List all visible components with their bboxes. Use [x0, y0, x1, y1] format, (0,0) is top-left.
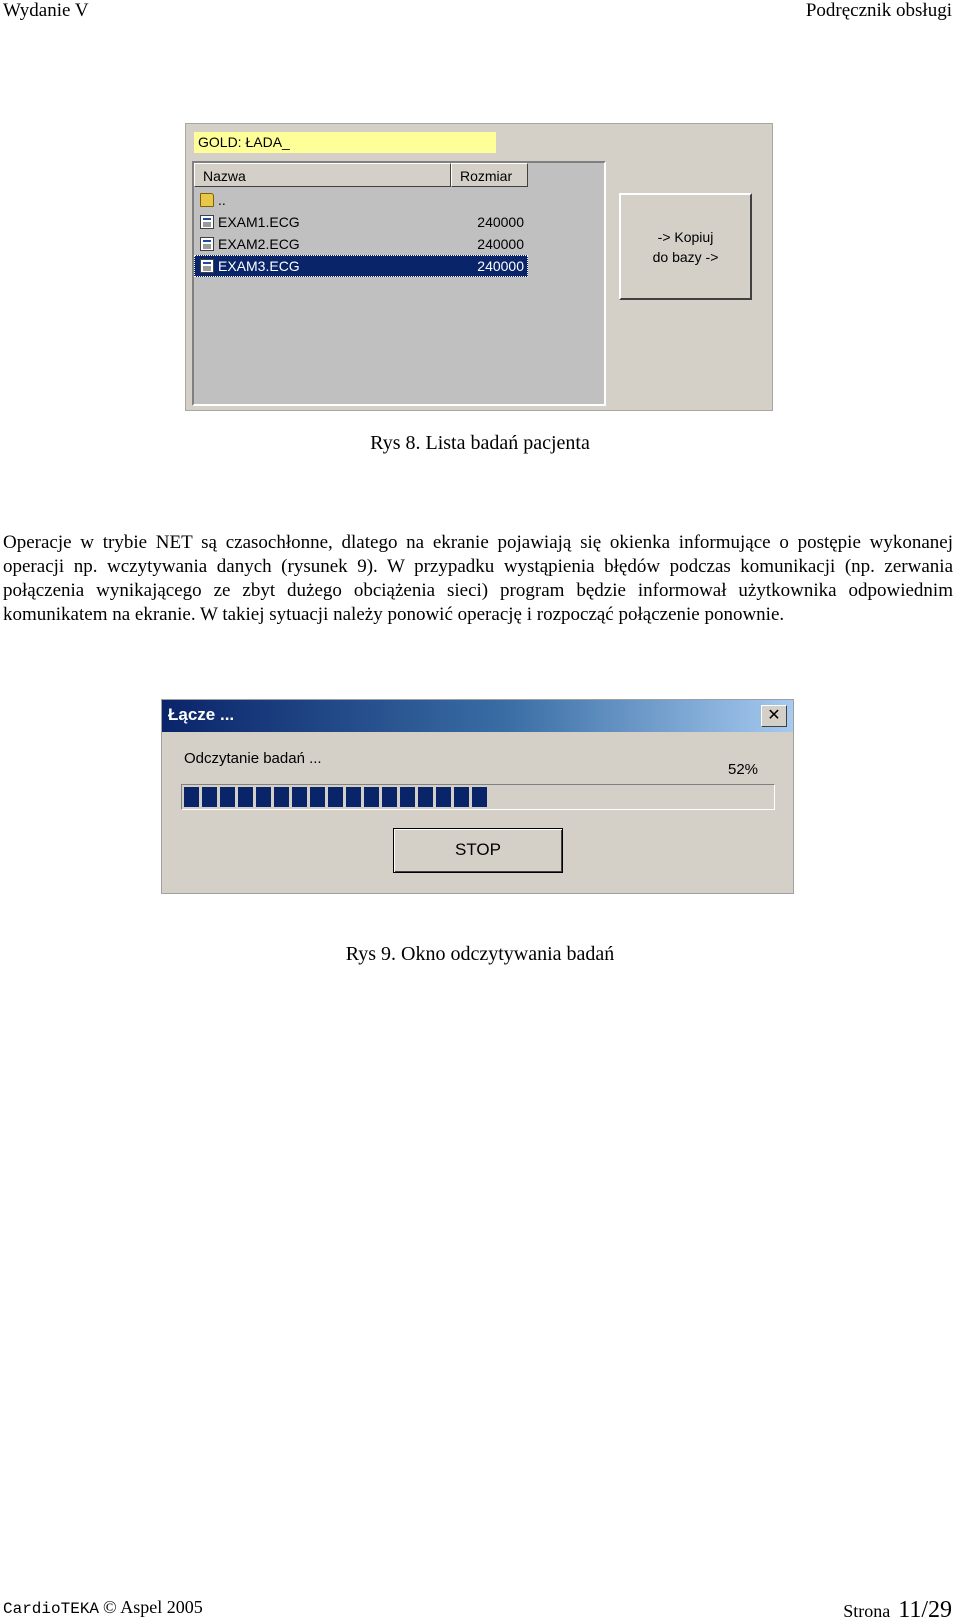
header-edition: Wydanie V	[3, 0, 89, 21]
progress-bar-fill	[184, 787, 490, 807]
connection-progress-dialog	[161, 699, 794, 894]
ecg-file-icon	[200, 237, 214, 251]
footer-product-name: CardioTEKA	[3, 1600, 100, 1618]
header-manual-title: Podręcznik obsługi	[805, 0, 952, 21]
column-header-size[interactable]: Rozmiar	[451, 163, 528, 187]
file-size: 240000	[477, 236, 524, 252]
file-size: 240000	[477, 214, 524, 230]
copy-button-line1: -> Kopiuj	[657, 228, 714, 245]
list-item-exam2[interactable]	[194, 233, 528, 255]
status-text: Odczytanie badań ...	[184, 750, 322, 767]
exam-list-window	[185, 123, 773, 411]
file-name: EXAM1.ECG	[218, 214, 300, 230]
column-header-name[interactable]: Nazwa	[194, 163, 451, 187]
ecg-file-icon	[200, 215, 214, 229]
folder-icon	[200, 193, 214, 207]
stop-button[interactable]: STOP	[393, 828, 563, 873]
footer-page	[843, 1597, 952, 1623]
footer-copyright: © Aspel 2005	[103, 1597, 203, 1617]
file-rows	[194, 187, 604, 277]
file-listbox[interactable]	[192, 161, 606, 406]
copy-button-line2: do bazy ->	[652, 248, 719, 265]
list-item-exam3-selected[interactable]	[194, 255, 528, 277]
file-name: ..	[218, 192, 226, 208]
body-paragraph: Operacje w trybie NET są czasochłonne, dlatego na ekranie pojawiają się okienka informujące o postępie wykonanej operacji np. wczytywania danych (rysunek 9). W przypadku wystąpienia błędów podczas komunikacji (np. zerwania połączenia wynikającego ze zbyt dużego obciążenia sieci) program będzie informował użytkownika odpowiednim komunikatem na ekranie. W takiej sytuacji należy ponowić operację i rozpocząć połączenie ponownie.	[3, 532, 953, 625]
path-field[interactable]: GOLD: ŁADA_	[194, 132, 496, 153]
dialog-titlebar[interactable]	[162, 700, 793, 732]
file-size: 240000	[477, 258, 524, 274]
footer-page-label: Strona	[843, 1601, 891, 1621]
footer-product	[3, 1597, 203, 1623]
copy-to-database-button[interactable]	[619, 193, 752, 300]
file-name: EXAM3.ECG	[218, 258, 300, 274]
progress-bar	[181, 784, 775, 810]
list-column-headers	[194, 163, 604, 187]
dialog-title: Łącze ...	[168, 705, 235, 724]
ecg-file-icon	[200, 259, 214, 273]
list-item-parent-folder[interactable]	[194, 189, 528, 211]
figure9-caption: Rys 9. Okno odczytywania badań	[345, 943, 615, 965]
list-item-exam1[interactable]	[194, 211, 528, 233]
file-name: EXAM2.ECG	[218, 236, 300, 252]
figure8-caption: Rys 8. Lista badań pacjenta	[370, 432, 590, 454]
progress-percent: 52%	[728, 761, 759, 778]
close-icon[interactable]: ✕	[761, 705, 787, 727]
footer-page-number: 11/29	[898, 1597, 952, 1623]
